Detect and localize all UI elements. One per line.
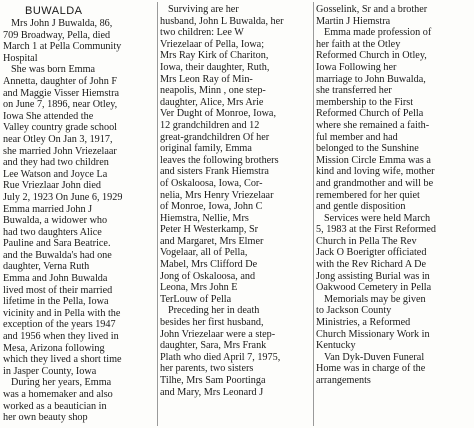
text-line: two children: Lee W [160,27,244,39]
text-line: Emma married John J [3,203,93,215]
text-line: nelia, Mrs Henry Vriezelaar [160,189,274,201]
text-line: remembered for her quiet [316,189,420,201]
text-line: Emma made profession of [324,27,432,39]
text-line: TerLouw of Pella [160,293,232,305]
column-2 [160,4,311,398]
text-line: Services were held March [324,212,431,224]
text-line: Jack O Boerigter officiated [316,247,427,259]
text-line: Van Dyk-Duven Funeral [324,351,425,363]
text-line: Church Missionary Work in [316,328,430,340]
text-line: daughter, Sara, Mrs Frank [160,340,267,352]
text-line: where she remained a faith- [316,119,430,131]
text-line: Buwalda, a widower who [3,215,108,227]
text-line: March 1 at Pella Community [3,41,122,53]
text-line: 12 grandchildren and 12 [160,119,260,131]
text-line: and grandmother and will be [316,177,434,189]
text-line: Kentucky [316,340,356,352]
text-line: Church in Pella The Rev [316,235,417,247]
text-line: 709 Broadway, Pella, died [3,29,111,41]
text-line: Ver Dught of Monroe, Iowa, [160,108,276,120]
text-line: Rue Vriezlaar John died [3,180,101,192]
text-line: Preceding her in death [168,305,260,317]
text-line: besides her first husband, [160,317,264,329]
text-line: Mrs Ray Kirk of Chariton, [160,50,269,62]
text-line: Peter H Westerkamp, Sr [160,224,259,236]
text-line: and Mary, Mrs Leonard J [160,386,264,398]
text-line: her faith at the Otley [316,38,401,50]
text-line: ful member and had [316,131,398,143]
text-line: exception of the years 1947 [3,319,116,331]
text-line: Home was in charge of the [316,363,426,375]
text-line: Martin J Hiemstra [316,15,391,27]
text-line: daughter, Verna Ruth [3,261,90,273]
text-line: Hiemstra, Nellie, Mrs [160,212,249,224]
text-line: Emma and John Buwalda [3,273,108,285]
text-line: of Oskaloosa, Iowa, Cor- [160,177,263,189]
text-line: July 2, 1923 On June 6, 1929 [3,191,123,203]
text-line: Iowa She attended the [3,110,94,122]
column-divider [157,2,158,426]
text-line: Surviving are her [168,4,239,15]
text-line: Annetta, daughter of John F [3,75,118,87]
text-line: lifetime in the Pella, Iowa [3,296,109,308]
text-line: She was born Emma [11,64,96,76]
text-line: and they had two children [3,157,109,169]
text-line: Memorials may be given [324,293,426,305]
text-line: vicinity and in Pella with the [3,307,121,319]
text-line: Jong assisting Burial was in [316,270,430,282]
text-line: Pauline and Sara Beatrice. [3,238,111,250]
text-line: had two daughters Alice [3,226,102,238]
text-line: Vogelaar, all of Pella, [160,247,248,259]
text-line: Gosselink, Sr and a brother [316,4,428,15]
text-line: Leona, Mrs John E [160,282,238,294]
text-line: Reformed Church in Otley, [316,50,427,62]
text-line: leaves the following brothers [160,154,279,166]
text-line: membership to the First [316,96,414,108]
text-line: of Monroe, Iowa, John C [160,201,263,213]
obituary-headline: BUWALDA [25,5,83,17]
text-line: Reformed Church of Pella [316,108,424,120]
text-line: and Margaret, Mrs Elmer [160,235,264,247]
text-line: daughter, Alice, Mrs Arie [160,96,264,108]
text-line: near Otley On Jan 3, 1917, [3,133,113,145]
column-3 [316,4,471,387]
text-line: kind and loving wife, mother [316,166,435,178]
text-line: great-grandchildren Of her [160,131,270,143]
text-line: original family, Emma [160,143,252,155]
text-line: Plath who died April 7, 1975, [160,351,281,363]
text-line: arrangements [316,375,371,386]
text-line: Hospital [3,52,38,64]
text-line: and the Buwalda's had one [3,249,112,261]
text-line: Tilhe, Mrs Sam Poortinga [160,375,266,386]
text-line: worked as a beautician in [3,400,107,412]
text-line: neapolis, Minn , one step- [160,85,266,97]
text-line: which they lived a short time [3,354,122,366]
text-line: her own beauty shop [3,412,88,424]
text-line: Mesa, Arizona following [3,342,105,354]
text-line: on June 7, 1896, near Otley, [3,99,118,111]
text-line: her parents, two sisters [160,363,254,375]
text-line: and gentle disposition [316,201,406,213]
text-line: Iowa Following her [316,61,397,73]
text-line: 5, 1983 at the First Reformed [316,224,436,236]
text-line: in Jasper County, Iowa [3,365,97,377]
text-line: and 1956 when they lived in [3,331,119,343]
text-line: and sisters Frank Hiemstra [160,166,269,178]
text-line: marriage to John Buwalda, [316,73,426,85]
text-line: John Vriezelaar were a step- [160,328,276,340]
text-line: Mabel, Mrs Clifford De [160,259,258,271]
text-line: with the Rev Richard A De [316,259,427,271]
text-line: belonged to the Sunshine [316,143,419,155]
column-1 [3,4,155,424]
text-line: Jong of Oskaloosa, and [160,270,256,282]
text-line: was a homemaker and also [3,389,113,400]
column-divider [313,2,314,426]
text-line: lived most of their married [3,284,113,296]
text-line: Oakwood Cemetery in Pella [316,282,432,294]
text-line: Iowa, their daughter, Ruth, [160,61,270,73]
text-line: Valley country grade school [3,122,118,134]
text-line: During her years, Emma [11,377,112,389]
text-line: Vriezelaar of Pella, Iowa; [160,38,265,50]
text-line: to Jackson County [316,305,392,317]
text-line: and Maggie Visser Hiemstra [3,87,120,99]
text-line: Ministries, a Reformed [316,317,411,329]
text-line: Lee Watson and Joyce La [3,168,108,180]
text-line: she transferred her [316,85,392,97]
text-line: she married John Vriezelaar [3,145,117,157]
text-line: Mrs John J Buwalda, 86, [11,18,113,29]
text-line: Mission Circle Emma was a [316,154,431,166]
text-line: Mrs Leon Ray of Min- [160,73,253,85]
text-line: husband, John L Buwalda, her [160,15,284,27]
